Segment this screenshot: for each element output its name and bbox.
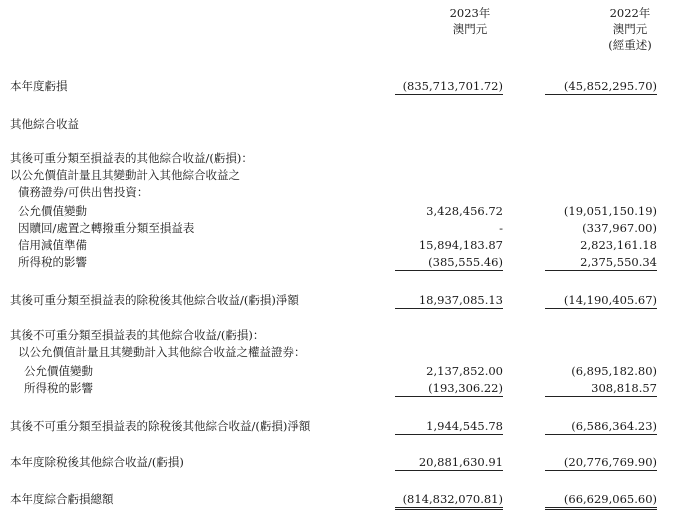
value-2023: 18,937,085.13	[395, 292, 503, 309]
row-label: 公允價值變動	[18, 204, 87, 218]
row-label: 其後可重分類至損益表的除稅後其他綜合收益/(虧損)淨額	[10, 293, 299, 307]
value-2022: (66,629,065.60)	[545, 491, 657, 510]
section-heading	[0, 116, 674, 132]
table-row	[0, 203, 674, 219]
column-year-2023: 2023年	[449, 6, 491, 20]
table-row	[0, 380, 674, 396]
subsection-heading	[0, 327, 674, 343]
column-note-restated: (經重述)	[608, 38, 652, 52]
row-label: 以公允價值計量且其變動計入其他綜合收益之	[10, 168, 240, 182]
value-2023: (385,555.46)	[395, 254, 503, 271]
value-2022: 308,818.57	[545, 380, 657, 397]
value-2022: (6,586,364.23)	[545, 418, 657, 435]
value-2022: (45,852,295.70)	[545, 78, 657, 95]
row-label: 本年度綜合虧損總額	[10, 492, 114, 506]
value-2022: (19,051,150.19)	[563, 204, 657, 218]
row-label: 因贖回/處置之轉撥重分類至損益表	[18, 221, 195, 235]
grand-total-row	[0, 491, 674, 507]
row-label: 其後不可重分類至損益表的除稅後其他綜合收益/(虧損)淨額	[10, 419, 311, 433]
subsection-heading	[0, 150, 674, 166]
total-row	[0, 454, 674, 470]
column-year-2022: 2022年	[609, 6, 651, 20]
subtotal-row	[0, 418, 674, 434]
column-header-2022	[590, 5, 670, 53]
table-row	[0, 220, 674, 236]
value-2022: (6,895,182.80)	[571, 364, 657, 378]
row-label: 以公允價值計量且其變動計入其他綜合收益之權益證券：	[18, 345, 306, 359]
value-2022: (20,776,769.90)	[545, 454, 657, 471]
subtotal-row	[0, 292, 674, 308]
row-label: 其後可重分類至損益表的其他綜合收益/(虧損)：	[10, 151, 253, 165]
subsection-heading	[0, 184, 674, 200]
value-2023: (814,832,070.81)	[395, 491, 503, 510]
value-2023: 15,894,183.87	[418, 238, 503, 252]
table-row	[0, 78, 674, 94]
subsection-heading	[0, 167, 674, 183]
value-2023: (835,713,701.72)	[395, 78, 503, 95]
row-label: 債務證券/可供出售投資：	[18, 185, 149, 199]
table-row	[0, 254, 674, 270]
value-2022: (14,190,405.67)	[545, 292, 657, 309]
row-label: 其他綜合收益	[10, 117, 79, 131]
row-label: 其後不可重分類至損益表的其他綜合收益/(虧損)：	[10, 328, 265, 342]
value-2023: 20,881,630.91	[395, 454, 503, 471]
value-2023: -	[499, 221, 503, 235]
table-row	[0, 363, 674, 379]
row-label: 本年度虧損	[10, 79, 68, 93]
column-header-2023	[430, 5, 510, 37]
value-2022: 2,375,550.34	[545, 254, 657, 271]
row-label: 本年度除稅後其他綜合收益/(虧損)	[10, 455, 184, 469]
column-unit-2023: 澳門元	[452, 22, 488, 36]
value-2023: (193,306.22)	[395, 380, 503, 397]
row-label: 所得稅的影響	[24, 381, 93, 395]
table-row	[0, 237, 674, 253]
value-2022: 2,823,161.18	[580, 238, 657, 252]
row-label: 所得稅的影響	[18, 255, 87, 269]
value-2023: 3,428,456.72	[426, 204, 503, 218]
value-2023: 2,137,852.00	[426, 364, 503, 378]
value-2022: (337,967.00)	[582, 221, 657, 235]
column-unit-2022: 澳門元	[612, 22, 648, 36]
value-2023: 1,944,545.78	[395, 418, 503, 435]
row-label: 信用減值準備	[18, 238, 87, 252]
subsection-heading	[0, 344, 674, 360]
row-label: 公允價值變動	[24, 364, 93, 378]
